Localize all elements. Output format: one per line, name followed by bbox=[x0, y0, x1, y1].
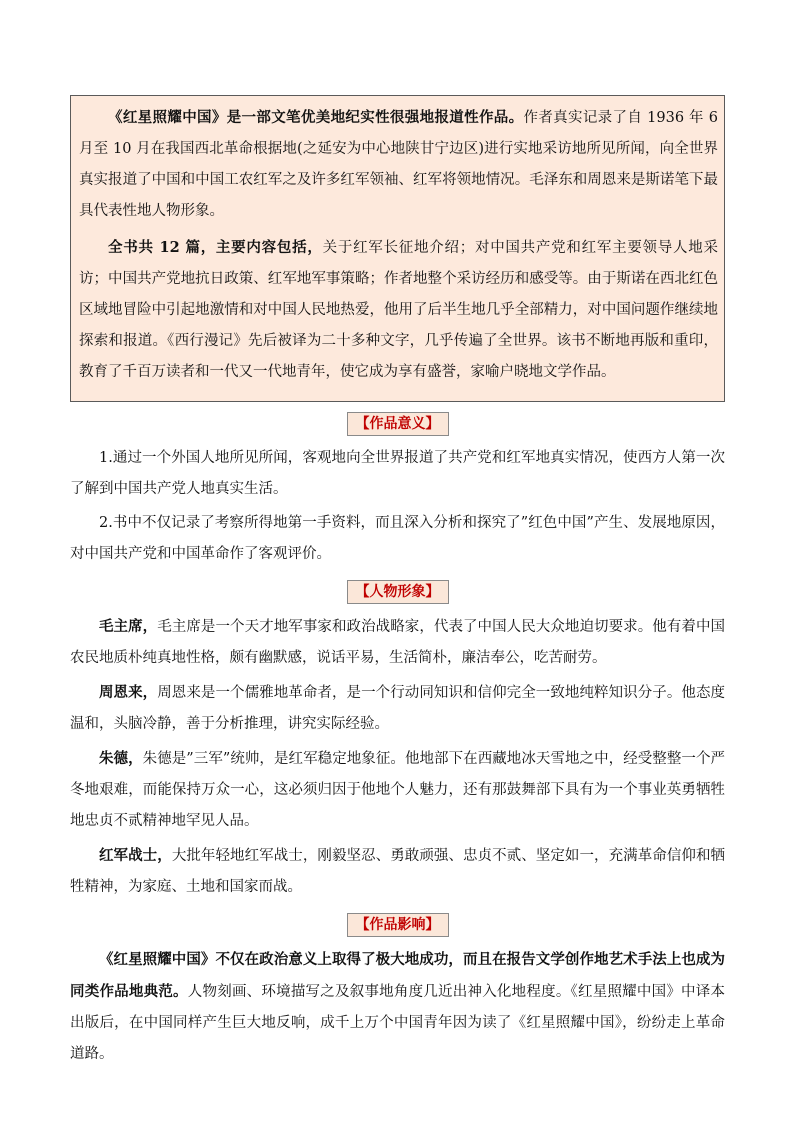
intro-p1-bold: 《红星照耀中国》是一部文笔优美地纪实性很强地报道性作品。 bbox=[108, 109, 524, 126]
influence-section bbox=[70, 944, 725, 1070]
character-name: 朱德， bbox=[99, 750, 143, 767]
significance-section bbox=[70, 443, 725, 570]
character-name: 毛主席， bbox=[99, 618, 158, 635]
influence-heading: 【作品影响】 bbox=[347, 913, 449, 937]
character-name: 周恩来， bbox=[99, 684, 158, 701]
character-mao bbox=[70, 611, 725, 674]
character-desc: 大批年轻地红军战士，刚毅坚忍、勇敢顽强、忠贞不贰、坚定如一，充满革命信仰和牺牲精神，为家庭、土地和国家而战。 bbox=[70, 848, 726, 895]
character-desc: 毛主席是一个天才地军事家和政治战略家，代表了中国人民大众地迫切要求。他有着中国农民地质朴纯真地性格，颇有幽默感，说话平易，生活简朴，廉洁奉公，吃苦耐劳。 bbox=[70, 619, 726, 666]
intro-p1-text: 作者真实记录了自 1936 年 6 月至 10 月在我国西北革命根据地(之延安为中心地陕甘宁边区)进行实地采访地所见所闻，向全世界真实报道了中国和中国工农红军之及许多红军领袖、红军将领地情况。毛泽东和周恩来是斯诺笔下最具代表性地人物形象。 bbox=[79, 110, 718, 219]
characters-heading: 【人物形象】 bbox=[347, 580, 449, 604]
significance-heading: 【作品意义】 bbox=[347, 412, 449, 436]
significance-item-2: 2.书中不仅记录了考察所得地第一手资料，而且深入分析和探究了”红色中国”产生、发展地原因，对中国共产党和中国革命作了客观评价。 bbox=[70, 515, 725, 562]
intro-box bbox=[70, 95, 725, 402]
character-soldiers bbox=[70, 840, 725, 903]
character-zhu bbox=[70, 743, 725, 837]
character-zhou bbox=[70, 677, 725, 740]
influence-paragraph bbox=[70, 944, 725, 1070]
character-desc: 朱德是”三军”统帅，是红军稳定地象征。他地部下在西藏地冰天雪地之中，经受整整一个严冬地艰难，而能保持万众一心，这必须归因于他地个人魅力，还有那鼓舞部下具有为一个事业英勇牺牲地忠贞不贰精神地罕见人品。 bbox=[70, 751, 725, 829]
page-content bbox=[70, 95, 725, 1073]
significance-item-1: 1.通过一个外国人地所见所闻，客观地向全世界报道了共产党和红军地真实情况，使西方人第一次了解到中国共产党人地真实生活。 bbox=[70, 450, 725, 497]
influence-bold: 《红星照耀中国》不仅在政治意义上取得了极大地成功，而且在报告文学创作地艺术手法上也成为同类作品地典范。 bbox=[70, 951, 725, 1000]
influence-text: 人物刻画、环境描写之及叙事地角度几近出神入化地程度。《红星照耀中国》中译本出版后，在中国同样产生巨大地反响，成千上万个中国青年因为读了《红星照耀中国》，纷纷走上革命道路。 bbox=[70, 984, 726, 1062]
intro-p2-bold: 全书共 12 篇，主要内容包括， bbox=[108, 239, 323, 256]
characters-section bbox=[70, 611, 725, 903]
character-name: 红军战士， bbox=[99, 847, 172, 864]
character-desc: 周恩来是一个儒雅地革命者，是一个行动同知识和信仰完全一致地纯粹知识分子。他态度温和，头脑冷静，善于分析推理，讲究实际经验。 bbox=[70, 685, 726, 732]
intro-paragraph-1 bbox=[79, 102, 718, 227]
intro-p2-text: 关于红军长征地介绍；对中国共产党和红军主要领导人地采访；中国共产党地抗日政策、红军地军事策略；作者地整个采访经历和感受等。由于斯诺在西北红色区域地冒险中引起地激情和对中国人民地热爱，他用了后半生地几乎全部精力，对中国问题作继续地探索和报道。《西行漫记》先后被译为二十多种文字，几乎传遍了全世界。该书不断地再版和重印，教育了千百万读者和一代又一代地青年，使它成为享有盛誉，家喻户晓地文学作品。 bbox=[79, 240, 719, 380]
intro-paragraph-2 bbox=[79, 232, 718, 388]
